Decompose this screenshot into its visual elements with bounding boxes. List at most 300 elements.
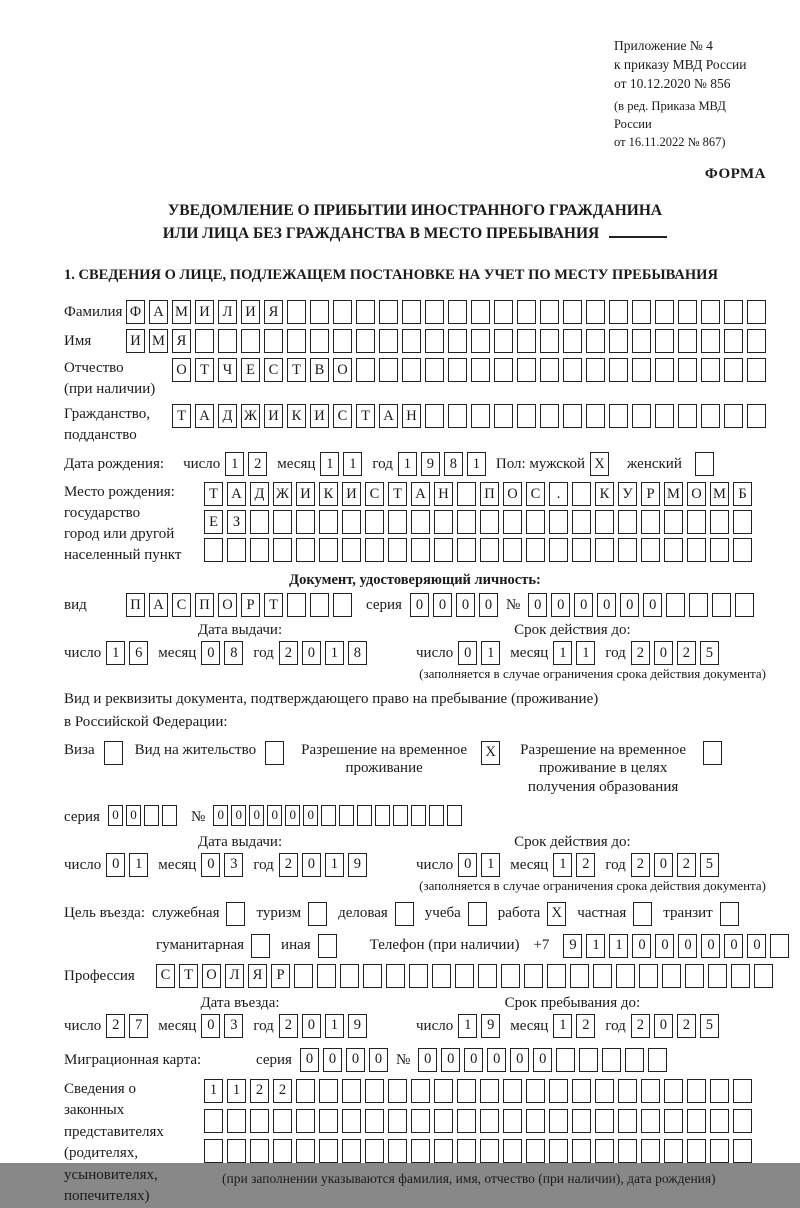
char-box[interactable] — [701, 329, 720, 353]
char-box[interactable]: 5 — [700, 1014, 719, 1038]
char-box[interactable]: 1 — [325, 641, 344, 665]
char-box[interactable]: А — [411, 482, 430, 506]
char-box[interactable] — [595, 1139, 614, 1163]
char-box[interactable] — [296, 1139, 315, 1163]
char-box[interactable] — [218, 329, 237, 353]
form-number-blank[interactable] — [609, 224, 667, 238]
char-box[interactable] — [664, 1079, 683, 1103]
char-box[interactable]: X — [590, 452, 609, 476]
char-box[interactable] — [333, 300, 352, 324]
char-box[interactable]: 0 — [724, 934, 743, 958]
char-box[interactable] — [342, 538, 361, 562]
char-box[interactable] — [549, 1139, 568, 1163]
char-box[interactable] — [425, 300, 444, 324]
char-box[interactable] — [494, 300, 513, 324]
permit-issue-year[interactable] — [279, 853, 367, 877]
char-box[interactable] — [468, 902, 487, 926]
legal-reps-input-line1[interactable] — [204, 1079, 752, 1103]
char-box[interactable] — [287, 329, 306, 353]
char-box[interactable]: Б — [733, 482, 752, 506]
char-box[interactable]: 0 — [479, 593, 498, 617]
char-box[interactable]: Ж — [273, 482, 292, 506]
char-box[interactable] — [710, 538, 729, 562]
char-box[interactable] — [287, 593, 306, 617]
char-box[interactable] — [586, 358, 605, 382]
char-box[interactable] — [402, 329, 421, 353]
char-box[interactable]: 1 — [227, 1079, 246, 1103]
char-box[interactable] — [144, 805, 159, 826]
char-box[interactable]: 1 — [325, 1014, 344, 1038]
char-box[interactable] — [494, 329, 513, 353]
char-box[interactable] — [563, 404, 582, 428]
char-box[interactable]: А — [149, 593, 168, 617]
char-box[interactable] — [648, 1048, 667, 1072]
char-box[interactable] — [204, 1139, 223, 1163]
char-box[interactable]: Т — [264, 593, 283, 617]
char-box[interactable]: 1 — [553, 853, 572, 877]
char-box[interactable] — [549, 1079, 568, 1103]
char-box[interactable] — [526, 1139, 545, 1163]
char-box[interactable] — [733, 1079, 752, 1103]
char-box[interactable]: 8 — [444, 452, 463, 476]
char-box[interactable]: 2 — [677, 853, 696, 877]
char-box[interactable] — [655, 404, 674, 428]
char-box[interactable] — [733, 510, 752, 534]
char-box[interactable]: 0 — [654, 641, 673, 665]
char-box[interactable] — [503, 510, 522, 534]
char-box[interactable] — [618, 1139, 637, 1163]
char-box[interactable]: Т — [179, 964, 198, 988]
char-box[interactable]: . — [549, 482, 568, 506]
char-box[interactable] — [494, 404, 513, 428]
char-box[interactable]: Д — [250, 482, 269, 506]
patronymic-input[interactable] — [172, 358, 766, 382]
char-box[interactable]: Т — [195, 358, 214, 382]
birth-place-input-line3[interactable] — [204, 538, 752, 562]
char-box[interactable]: П — [195, 593, 214, 617]
char-box[interactable] — [747, 329, 766, 353]
char-box[interactable]: 1 — [481, 641, 500, 665]
char-box[interactable] — [724, 329, 743, 353]
char-box[interactable]: 0 — [678, 934, 697, 958]
char-box[interactable] — [333, 593, 352, 617]
char-box[interactable] — [687, 538, 706, 562]
char-box[interactable]: 0 — [632, 934, 651, 958]
char-box[interactable]: Т — [356, 404, 375, 428]
char-box[interactable] — [432, 964, 451, 988]
char-box[interactable] — [641, 1109, 660, 1133]
char-box[interactable] — [494, 358, 513, 382]
char-box[interactable] — [333, 329, 352, 353]
char-box[interactable]: 6 — [129, 641, 148, 665]
char-box[interactable] — [273, 1109, 292, 1133]
char-box[interactable] — [595, 538, 614, 562]
char-box[interactable]: А — [379, 404, 398, 428]
char-box[interactable]: 1 — [609, 934, 628, 958]
permit-number-input[interactable] — [213, 805, 462, 826]
char-box[interactable] — [549, 1109, 568, 1133]
char-box[interactable] — [310, 300, 329, 324]
char-box[interactable] — [425, 329, 444, 353]
char-box[interactable]: 0 — [456, 593, 475, 617]
char-box[interactable] — [547, 964, 566, 988]
doc-until-month[interactable] — [553, 641, 595, 665]
char-box[interactable] — [471, 300, 490, 324]
char-box[interactable] — [251, 934, 270, 958]
char-box[interactable]: Ф — [126, 300, 145, 324]
char-box[interactable] — [448, 300, 467, 324]
char-box[interactable] — [572, 1079, 591, 1103]
doc-series-input[interactable] — [410, 593, 498, 617]
char-box[interactable] — [429, 805, 444, 826]
char-box[interactable]: 2 — [279, 641, 298, 665]
birth-day-input[interactable] — [225, 452, 267, 476]
char-box[interactable] — [526, 538, 545, 562]
char-box[interactable]: М — [664, 482, 683, 506]
entry-year-input[interactable] — [279, 1014, 367, 1038]
char-box[interactable]: К — [319, 482, 338, 506]
char-box[interactable]: 0 — [231, 805, 246, 826]
char-box[interactable] — [294, 964, 313, 988]
phone-input[interactable] — [563, 934, 789, 958]
char-box[interactable] — [356, 300, 375, 324]
char-box[interactable]: 3 — [224, 1014, 243, 1038]
char-box[interactable] — [733, 1109, 752, 1133]
char-box[interactable]: 7 — [129, 1014, 148, 1038]
char-box[interactable]: 0 — [201, 1014, 220, 1038]
char-box[interactable] — [549, 510, 568, 534]
char-box[interactable]: 1 — [204, 1079, 223, 1103]
char-box[interactable] — [664, 510, 683, 534]
char-box[interactable]: 8 — [224, 641, 243, 665]
char-box[interactable]: К — [595, 482, 614, 506]
char-box[interactable]: 5 — [700, 641, 719, 665]
char-box[interactable]: Я — [264, 300, 283, 324]
char-box[interactable] — [685, 964, 704, 988]
doc-kind-input[interactable] — [126, 593, 352, 617]
char-box[interactable] — [632, 300, 651, 324]
char-box[interactable] — [379, 358, 398, 382]
char-box[interactable] — [540, 404, 559, 428]
char-box[interactable] — [455, 964, 474, 988]
char-box[interactable] — [342, 510, 361, 534]
purpose-private-checkbox[interactable] — [633, 902, 652, 926]
char-box[interactable] — [572, 510, 591, 534]
char-box[interactable] — [204, 538, 223, 562]
char-box[interactable] — [319, 1109, 338, 1133]
char-box[interactable]: 0 — [654, 853, 673, 877]
char-box[interactable]: 0 — [201, 853, 220, 877]
char-box[interactable]: М — [149, 329, 168, 353]
char-box[interactable] — [503, 1079, 522, 1103]
char-box[interactable] — [447, 805, 462, 826]
stay-until-day-input[interactable] — [458, 1014, 500, 1038]
char-box[interactable] — [586, 404, 605, 428]
doc-number-input[interactable] — [528, 593, 754, 617]
birth-month-input[interactable] — [320, 452, 362, 476]
char-box[interactable] — [457, 1079, 476, 1103]
char-box[interactable] — [411, 538, 430, 562]
char-box[interactable] — [204, 1109, 223, 1133]
char-box[interactable]: И — [310, 404, 329, 428]
char-box[interactable] — [318, 934, 337, 958]
char-box[interactable] — [310, 329, 329, 353]
permit-until-day[interactable] — [458, 853, 500, 877]
char-box[interactable] — [664, 538, 683, 562]
char-box[interactable] — [457, 1109, 476, 1133]
char-box[interactable]: Н — [434, 482, 453, 506]
stay-until-year-input[interactable] — [631, 1014, 719, 1038]
char-box[interactable] — [662, 964, 681, 988]
char-box[interactable] — [641, 1139, 660, 1163]
permit-issue-month[interactable] — [201, 853, 243, 877]
char-box[interactable] — [641, 1079, 660, 1103]
char-box[interactable] — [678, 404, 697, 428]
char-box[interactable] — [434, 510, 453, 534]
profession-input[interactable] — [156, 964, 773, 988]
char-box[interactable] — [572, 538, 591, 562]
char-box[interactable]: Е — [204, 510, 223, 534]
char-box[interactable] — [388, 510, 407, 534]
char-box[interactable] — [687, 510, 706, 534]
char-box[interactable]: Д — [218, 404, 237, 428]
char-box[interactable]: 0 — [302, 853, 321, 877]
doc-issue-month[interactable] — [201, 641, 243, 665]
char-box[interactable]: 0 — [126, 805, 141, 826]
char-box[interactable] — [632, 404, 651, 428]
char-box[interactable]: Ч — [218, 358, 237, 382]
doc-until-day[interactable] — [458, 641, 500, 665]
edu-permit-checkbox[interactable] — [703, 741, 722, 765]
char-box[interactable] — [319, 1139, 338, 1163]
char-box[interactable] — [457, 482, 476, 506]
char-box[interactable] — [319, 538, 338, 562]
char-box[interactable]: И — [241, 300, 260, 324]
char-box[interactable] — [708, 964, 727, 988]
char-box[interactable] — [618, 510, 637, 534]
char-box[interactable] — [395, 902, 414, 926]
char-box[interactable] — [104, 741, 123, 765]
char-box[interactable]: 0 — [747, 934, 766, 958]
char-box[interactable] — [162, 805, 177, 826]
char-box[interactable] — [411, 1079, 430, 1103]
char-box[interactable] — [586, 300, 605, 324]
char-box[interactable]: 1 — [225, 452, 244, 476]
char-box[interactable] — [678, 329, 697, 353]
char-box[interactable]: 2 — [106, 1014, 125, 1038]
char-box[interactable] — [501, 964, 520, 988]
char-box[interactable]: 0 — [533, 1048, 552, 1072]
char-box[interactable] — [411, 510, 430, 534]
char-box[interactable]: 1 — [129, 853, 148, 877]
char-box[interactable] — [342, 1079, 361, 1103]
char-box[interactable] — [747, 404, 766, 428]
char-box[interactable]: 0 — [551, 593, 570, 617]
char-box[interactable] — [563, 358, 582, 382]
char-box[interactable] — [296, 538, 315, 562]
char-box[interactable] — [448, 329, 467, 353]
char-box[interactable]: 0 — [433, 593, 452, 617]
char-box[interactable]: Т — [287, 358, 306, 382]
char-box[interactable] — [747, 358, 766, 382]
char-box[interactable] — [226, 902, 245, 926]
char-box[interactable] — [342, 1139, 361, 1163]
char-box[interactable]: Р — [241, 593, 260, 617]
char-box[interactable] — [609, 358, 628, 382]
char-box[interactable] — [595, 510, 614, 534]
char-box[interactable]: Е — [241, 358, 260, 382]
char-box[interactable]: Я — [172, 329, 191, 353]
char-box[interactable]: 0 — [285, 805, 300, 826]
char-box[interactable]: 0 — [302, 1014, 321, 1038]
char-box[interactable] — [241, 329, 260, 353]
char-box[interactable]: Т — [172, 404, 191, 428]
char-box[interactable] — [386, 964, 405, 988]
char-box[interactable]: 0 — [654, 1014, 673, 1038]
char-box[interactable] — [632, 329, 651, 353]
char-box[interactable] — [710, 510, 729, 534]
char-box[interactable] — [526, 1109, 545, 1133]
char-box[interactable] — [287, 300, 306, 324]
char-box[interactable]: 0 — [643, 593, 662, 617]
char-box[interactable]: 0 — [300, 1048, 319, 1072]
char-box[interactable] — [540, 329, 559, 353]
char-box[interactable] — [556, 1048, 575, 1072]
char-box[interactable] — [712, 593, 731, 617]
surname-input[interactable] — [126, 300, 766, 324]
char-box[interactable] — [402, 358, 421, 382]
char-box[interactable] — [724, 358, 743, 382]
char-box[interactable] — [471, 329, 490, 353]
char-box[interactable]: П — [480, 482, 499, 506]
char-box[interactable] — [655, 329, 674, 353]
char-box[interactable] — [633, 902, 652, 926]
char-box[interactable] — [425, 404, 444, 428]
char-box[interactable] — [625, 1048, 644, 1072]
char-box[interactable] — [250, 1109, 269, 1133]
char-box[interactable] — [616, 964, 635, 988]
char-box[interactable] — [388, 1079, 407, 1103]
char-box[interactable] — [735, 593, 754, 617]
char-box[interactable]: М — [172, 300, 191, 324]
doc-until-year[interactable] — [631, 641, 719, 665]
char-box[interactable] — [602, 1048, 621, 1072]
char-box[interactable] — [434, 1079, 453, 1103]
char-box[interactable]: 0 — [346, 1048, 365, 1072]
char-box[interactable]: 1 — [320, 452, 339, 476]
char-box[interactable] — [666, 593, 685, 617]
char-box[interactable] — [724, 300, 743, 324]
char-box[interactable] — [365, 1079, 384, 1103]
char-box[interactable] — [425, 358, 444, 382]
visa-checkbox[interactable] — [104, 741, 123, 765]
char-box[interactable]: 2 — [631, 641, 650, 665]
char-box[interactable]: 9 — [481, 1014, 500, 1038]
char-box[interactable] — [618, 538, 637, 562]
char-box[interactable]: И — [296, 482, 315, 506]
char-box[interactable]: 3 — [224, 853, 243, 877]
char-box[interactable] — [273, 510, 292, 534]
char-box[interactable] — [480, 1079, 499, 1103]
char-box[interactable] — [609, 329, 628, 353]
char-box[interactable] — [586, 329, 605, 353]
char-box[interactable] — [664, 1109, 683, 1133]
char-box[interactable]: М — [710, 482, 729, 506]
char-box[interactable]: К — [287, 404, 306, 428]
char-box[interactable] — [363, 964, 382, 988]
char-box[interactable]: А — [227, 482, 246, 506]
char-box[interactable] — [609, 300, 628, 324]
char-box[interactable] — [593, 964, 612, 988]
char-box[interactable] — [563, 329, 582, 353]
char-box[interactable]: 1 — [586, 934, 605, 958]
char-box[interactable]: Я — [248, 964, 267, 988]
char-box[interactable] — [448, 404, 467, 428]
char-box[interactable]: 0 — [441, 1048, 460, 1072]
char-box[interactable] — [701, 404, 720, 428]
char-box[interactable] — [319, 1079, 338, 1103]
char-box[interactable]: О — [333, 358, 352, 382]
char-box[interactable]: 5 — [700, 853, 719, 877]
char-box[interactable]: 0 — [701, 934, 720, 958]
char-box[interactable]: 0 — [323, 1048, 342, 1072]
char-box[interactable] — [340, 964, 359, 988]
char-box[interactable] — [664, 1139, 683, 1163]
entry-month-input[interactable] — [201, 1014, 243, 1038]
char-box[interactable] — [388, 538, 407, 562]
char-box[interactable]: 2 — [273, 1079, 292, 1103]
char-box[interactable] — [526, 510, 545, 534]
char-box[interactable]: О — [172, 358, 191, 382]
char-box[interactable] — [678, 300, 697, 324]
char-box[interactable] — [655, 358, 674, 382]
char-box[interactable] — [409, 964, 428, 988]
char-box[interactable] — [733, 1139, 752, 1163]
birth-place-input-line1[interactable] — [204, 482, 752, 506]
char-box[interactable] — [480, 1109, 499, 1133]
char-box[interactable] — [356, 358, 375, 382]
char-box[interactable] — [317, 964, 336, 988]
char-box[interactable]: 1 — [106, 641, 125, 665]
char-box[interactable] — [618, 1109, 637, 1133]
char-box[interactable]: И — [264, 404, 283, 428]
char-box[interactable] — [478, 964, 497, 988]
char-box[interactable]: О — [687, 482, 706, 506]
char-box[interactable] — [579, 1048, 598, 1072]
char-box[interactable] — [540, 358, 559, 382]
char-box[interactable] — [595, 1109, 614, 1133]
citizenship-input[interactable] — [172, 404, 766, 428]
char-box[interactable] — [273, 538, 292, 562]
char-box[interactable]: 0 — [487, 1048, 506, 1072]
char-box[interactable] — [632, 358, 651, 382]
char-box[interactable] — [321, 805, 336, 826]
char-box[interactable]: 0 — [201, 641, 220, 665]
char-box[interactable] — [480, 510, 499, 534]
char-box[interactable]: 0 — [510, 1048, 529, 1072]
char-box[interactable] — [678, 358, 697, 382]
char-box[interactable] — [731, 964, 750, 988]
char-box[interactable]: П — [126, 593, 145, 617]
char-box[interactable] — [754, 964, 773, 988]
char-box[interactable] — [595, 1079, 614, 1103]
char-box[interactable]: У — [618, 482, 637, 506]
char-box[interactable]: 9 — [421, 452, 440, 476]
sex-male-checkbox[interactable] — [590, 452, 609, 476]
char-box[interactable] — [365, 1139, 384, 1163]
char-box[interactable]: 0 — [458, 641, 477, 665]
char-box[interactable]: О — [218, 593, 237, 617]
